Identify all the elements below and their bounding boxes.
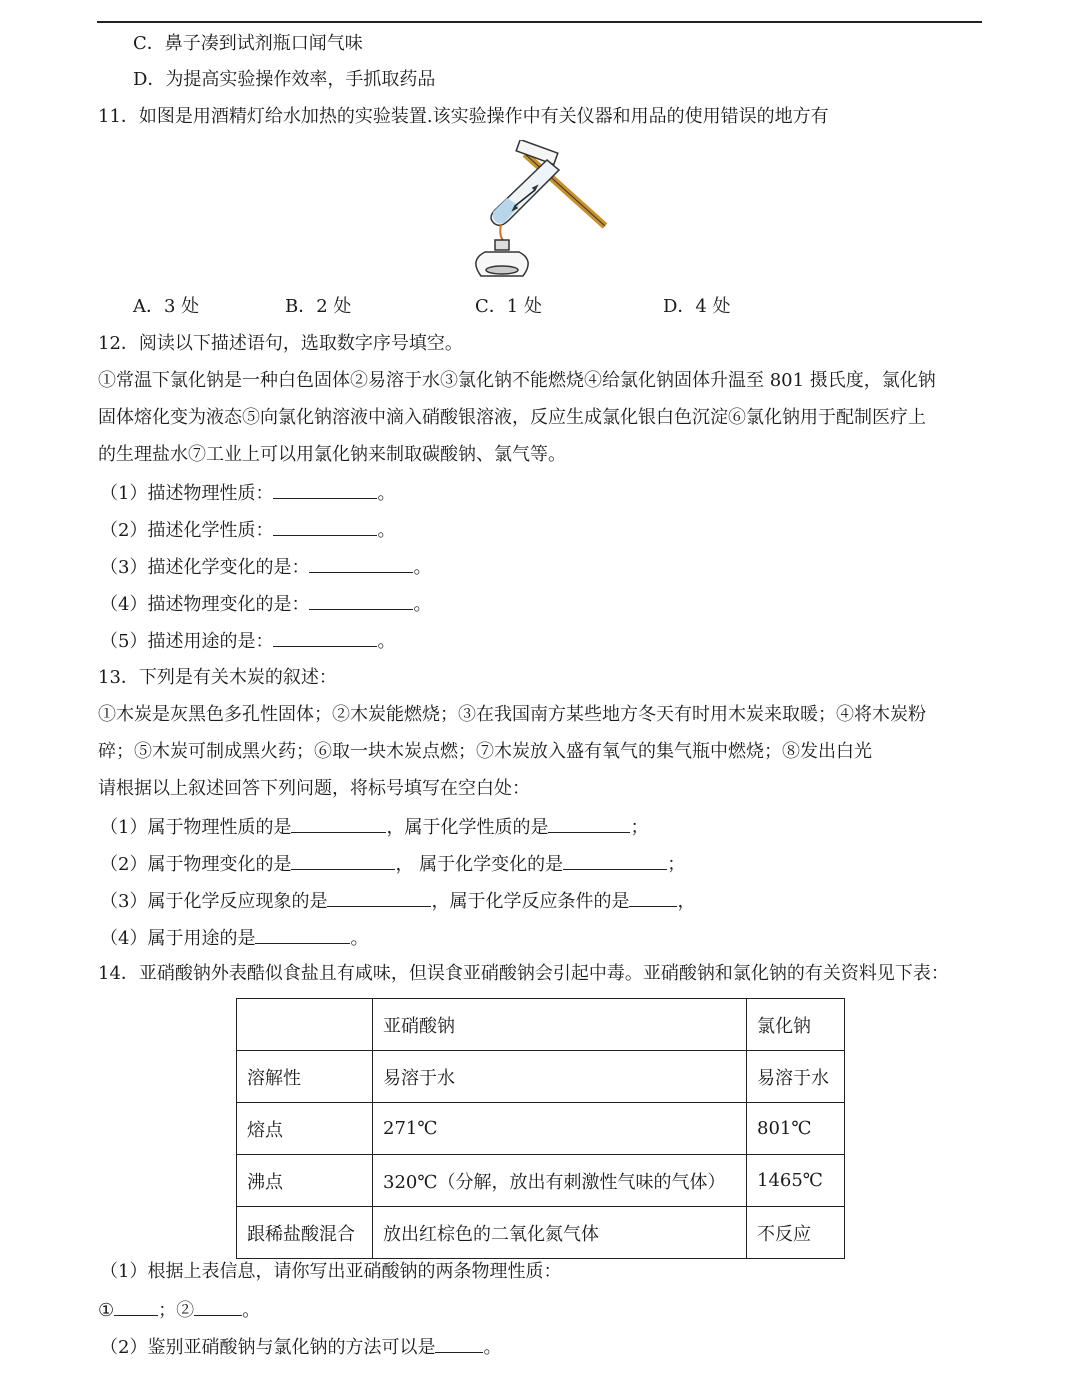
table-header-row — [237, 999, 845, 1051]
q11-stem: 11．如图是用酒精灯给水加热的实验装置.该实验操作中有关仪器和用品的使用错误的地方有 — [98, 106, 829, 127]
q11-option-c: C．1 处 — [475, 296, 542, 317]
answer-blank[interactable] — [309, 554, 413, 573]
alcohol-lamp-heating-figure — [455, 140, 620, 285]
q12-para-line: ①常温下氯化钠是一种白色固体②易溶于水③氯化钠不能燃烧④给氯化钠固体升温至 801 摄氏度，氯化钠 — [98, 370, 936, 391]
table-row — [237, 1207, 845, 1259]
period: 。 — [377, 631, 396, 652]
item-label: （2）属于物理变化的是 — [100, 854, 292, 875]
period: 。 — [413, 557, 432, 578]
comparison-table — [236, 998, 845, 1259]
table-cell: 跟稀盐酸混合 — [237, 1207, 373, 1259]
table-cell — [237, 999, 373, 1051]
q13-stem: 13．下列是有关木炭的叙述： — [98, 667, 337, 688]
q11-option-d: D．4 处 — [663, 296, 731, 317]
answer-blank[interactable] — [291, 814, 386, 833]
table-cell: 320℃（分解，放出有刺激性气味的气体） — [373, 1155, 747, 1207]
answer-blank[interactable] — [548, 814, 630, 833]
punct: ； — [667, 854, 686, 875]
item-label: （2）描述化学性质： — [100, 520, 274, 541]
answer-blank[interactable] — [327, 888, 431, 907]
item-label: （4）描述物理变化的是： — [100, 594, 310, 615]
answer-blank[interactable] — [114, 1297, 158, 1316]
item-label: ；② — [158, 1300, 195, 1321]
q13-para-line: ①木炭是灰黑色多孔性固体；②木炭能燃烧；③在我国南方某些地方冬天有时用木炭来取暖；④将木炭粉 — [98, 704, 926, 725]
q12-item-4 — [100, 591, 431, 617]
table-cell: 1465℃ — [747, 1155, 845, 1207]
answer-blank[interactable] — [255, 925, 350, 944]
q14-sub-1: （1）根据上表信息，请你写出亚硝酸钠的两条物理性质： — [100, 1261, 562, 1282]
period: 。 — [413, 594, 432, 615]
q10-option-d: D．为提高实验操作效率，手抓取药品 — [133, 69, 436, 90]
item-label: （4）属于用途的是 — [100, 928, 256, 949]
table-row — [237, 1051, 845, 1103]
top-divider — [97, 21, 982, 23]
table-cell: 801℃ — [747, 1103, 845, 1155]
table-row — [237, 1103, 845, 1155]
q10-option-c: C．鼻子凑到试剂瓶口闻气味 — [133, 33, 363, 54]
q12-item-2 — [100, 517, 395, 543]
answer-blank[interactable] — [273, 480, 377, 499]
q14-stem: 14．亚硝酸钠外表酷似食盐且有咸味，但误食亚硝酸钠会引起中毒。亚硝酸钠和氯化钠的有关资料见下表： — [98, 963, 949, 984]
table-cell: 易溶于水 — [747, 1051, 845, 1103]
answer-blank[interactable] — [629, 888, 677, 907]
item-label: （3）描述化学变化的是： — [100, 557, 310, 578]
item-label: ，属于化学性质的是 — [386, 817, 549, 838]
answer-blank[interactable] — [291, 851, 395, 870]
answer-blank[interactable] — [563, 851, 667, 870]
q11-option-b: B．2 处 — [285, 296, 352, 317]
q12-item-5 — [100, 628, 395, 654]
punct: 。 — [242, 1300, 261, 1321]
q14-sub-1-answers — [98, 1297, 260, 1323]
q13-item-1 — [100, 814, 648, 840]
table-cell: 不反应 — [747, 1207, 845, 1259]
punct: ， — [677, 891, 696, 912]
q11-option-a: A．3 处 — [133, 296, 200, 317]
period: 。 — [377, 483, 396, 504]
table-cell: 易溶于水 — [373, 1051, 747, 1103]
q12-para-line: 的生理盐水⑦工业上可以用氯化钠来制取碳酸钠、氯气等。 — [98, 444, 566, 465]
table-cell: 271℃ — [373, 1103, 747, 1155]
q13-para-line: 请根据以上叙述回答下列问题，将标号填写在空白处： — [98, 778, 530, 799]
table-cell: 熔点 — [237, 1103, 373, 1155]
q13-item-4 — [100, 925, 368, 951]
table-cell: 放出红棕色的二氧化氮气体 — [373, 1207, 747, 1259]
item-label: （5）描述用途的是： — [100, 631, 274, 652]
answer-blank[interactable] — [273, 628, 377, 647]
item-label: ，属于化学反应条件的是 — [431, 891, 630, 912]
table-row — [237, 1155, 845, 1207]
q13-para-line: 碎；⑤木炭可制成黑火药；⑥取一块木炭点燃；⑦木炭放入盛有氧气的集气瓶中燃烧；⑧发出白光 — [98, 741, 872, 762]
q12-stem: 12．阅读以下描述语句，选取数字序号填空。 — [98, 333, 463, 354]
answer-blank[interactable] — [435, 1334, 483, 1353]
punct: 。 — [483, 1337, 502, 1358]
period: 。 — [377, 520, 396, 541]
item-label: （2）鉴别亚硝酸钠与氯化钠的方法可以是 — [100, 1337, 436, 1358]
item-label: （3）属于化学反应现象的是 — [100, 891, 328, 912]
q13-item-3 — [100, 888, 695, 914]
answer-blank[interactable] — [273, 517, 377, 536]
item-label: （1）属于物理性质的是 — [100, 817, 292, 838]
punct: 。 — [350, 928, 369, 949]
answer-blank[interactable] — [194, 1297, 242, 1316]
q14-sub-2 — [100, 1334, 501, 1360]
table-cell: 溶解性 — [237, 1051, 373, 1103]
table-cell: 沸点 — [237, 1155, 373, 1207]
table-cell: 氯化钠 — [747, 999, 845, 1051]
answer-blank[interactable] — [309, 591, 413, 610]
q12-item-3 — [100, 554, 431, 580]
item-label: ① — [98, 1300, 115, 1321]
item-label: ， 属于化学变化的是 — [395, 854, 564, 875]
q12-para-line: 固体熔化变为液态⑤向氯化钠溶液中滴入硝酸银溶液，反应生成氯化银白色沉淀⑥氯化钠用于配制医疗上 — [98, 407, 926, 428]
punct: ； — [630, 817, 649, 838]
table-cell: 亚硝酸钠 — [373, 999, 747, 1051]
item-label: （1）描述物理性质： — [100, 483, 274, 504]
q12-item-1 — [100, 480, 395, 506]
q13-item-2 — [100, 851, 685, 877]
